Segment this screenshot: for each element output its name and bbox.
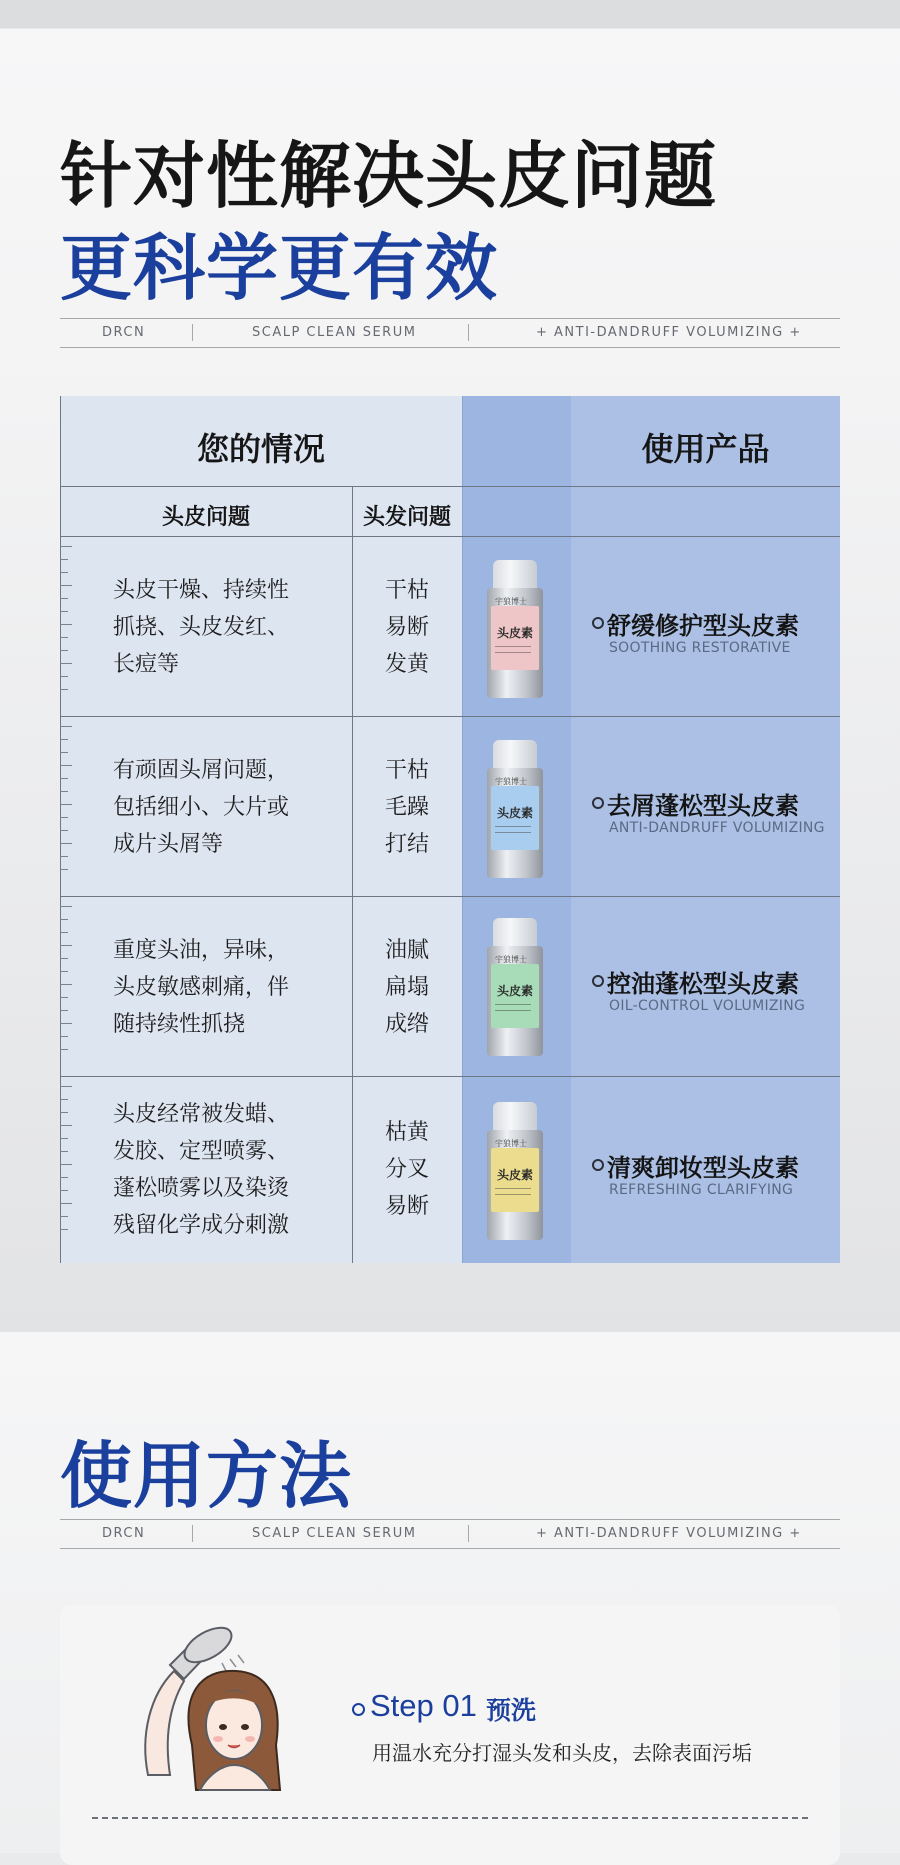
shower-illustration-icon (130, 1625, 320, 1800)
product-name-en: REFRESHING CLARIFYING (609, 1182, 794, 1198)
tag-brand: DRCN (102, 1526, 146, 1541)
dashed-divider (92, 1817, 808, 1819)
header-situation: 您的情况 (196, 430, 325, 468)
ruler-ticks (60, 906, 72, 1062)
tag-feature: + ANTI-DANDRUFF VOLUMIZING + (536, 1526, 802, 1541)
headline-line1: 针对性解决头皮问题 (60, 134, 718, 218)
hair-issue-cell: 干枯 毛躁 打结 (384, 758, 429, 857)
product-bottle-image: 宇狼博士 头皮素 (485, 740, 545, 878)
tag-product: SCALP CLEAN SERUM (252, 1526, 417, 1541)
tag-divider (192, 324, 193, 341)
scalp-problem-table (60, 396, 840, 1263)
product-name-cn: 舒缓修护型头皮素 (607, 612, 799, 640)
subheader-scalp: 头皮问题 (161, 505, 250, 530)
bullet-circle-icon (592, 617, 604, 629)
bullet-circle-icon (592, 975, 604, 987)
product-bottle-image: 宇狼博士 头皮素 (485, 1102, 545, 1240)
product-bottle-image: 宇狼博士 头皮素 (485, 560, 545, 698)
header-product: 使用产品 (641, 430, 770, 468)
product-name-cn: 去屑蓬松型头皮素 (607, 792, 799, 820)
product-name-cn: 清爽卸妆型头皮素 (607, 1154, 799, 1182)
scalp-issue-cell: 头皮干燥、持续性 抓挠、头皮发红、 长痘等 (113, 578, 290, 677)
row-divider (60, 716, 840, 717)
product-name-cn: 控油蓬松型头皮素 (607, 970, 799, 998)
scalp-issue-cell: 重度头油，异味， 头皮敏感刺痛，伴 随持续性抓挠 (113, 938, 290, 1037)
scalp-issue-cell: 头皮经常被发蜡、 发胶、定型喷雾、 蓬松喷雾以及染烫 残留化学成分刺激 (113, 1102, 290, 1238)
step-bullet-circle-icon (352, 1703, 365, 1716)
tagline-bar (60, 1519, 840, 1549)
subheader-hair: 头发问题 (362, 505, 451, 530)
bullet-circle-icon (592, 1159, 604, 1171)
row-divider (60, 536, 840, 537)
tag-product: SCALP CLEAN SERUM (252, 325, 417, 340)
row-divider (60, 486, 840, 487)
usage-title: 使用方法 (60, 1434, 353, 1518)
step-number: Step 01 (370, 1688, 477, 1723)
scalp-issue-cell: 有顽固头屑问题， 包括细小、大片或 成片头屑等 (113, 758, 290, 857)
bullet-circle-icon (592, 797, 604, 809)
hair-issue-cell: 干枯 易断 发黄 (384, 578, 429, 677)
step-description: 用温水充分打湿头发和头皮，去除表面污垢 (372, 1741, 752, 1765)
step-name: 预洗 (486, 1696, 537, 1725)
product-name-en: ANTI-DANDRUFF VOLUMIZING (609, 820, 825, 836)
tag-brand: DRCN (102, 325, 146, 340)
ruler-ticks (60, 1086, 72, 1242)
row-divider (60, 1076, 840, 1077)
tagline-bar (60, 318, 840, 348)
column-divider (462, 396, 463, 1263)
ruler-ticks (60, 546, 72, 702)
row-divider (60, 896, 840, 897)
tag-divider (468, 1525, 469, 1542)
column-divider (352, 486, 353, 1263)
tag-divider (192, 1525, 193, 1542)
hair-issue-cell: 枯黄 分叉 易断 (384, 1120, 429, 1219)
headline-line2: 更科学更有效 (60, 226, 499, 310)
tag-feature: + ANTI-DANDRUFF VOLUMIZING + (536, 325, 802, 340)
product-name-en: OIL-CONTROL VOLUMIZING (609, 998, 806, 1014)
tag-divider (468, 324, 469, 341)
ruler-ticks (60, 726, 72, 882)
hair-issue-cell: 油腻 扁塌 成绺 (384, 938, 429, 1037)
product-name-en: SOOTHING RESTORATIVE (609, 640, 791, 656)
product-bottle-image: 宇狼博士 头皮素 (485, 918, 545, 1056)
